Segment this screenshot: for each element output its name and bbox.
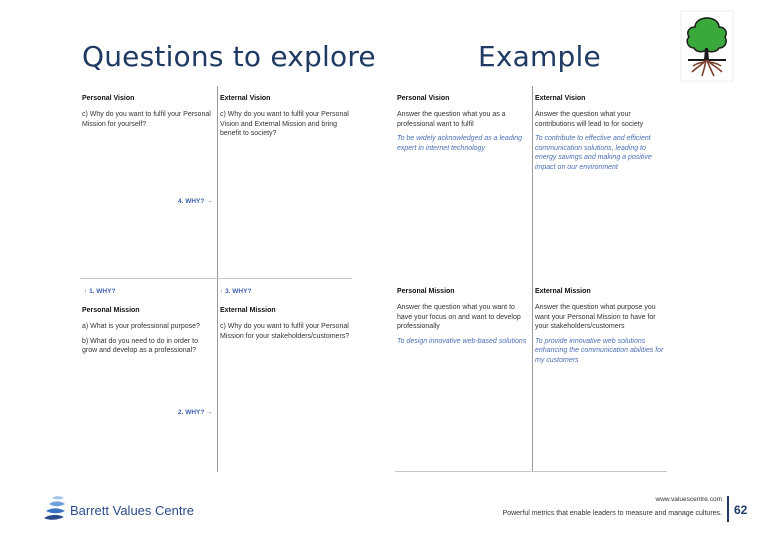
grid-divider <box>395 471 667 472</box>
example-external-mission <box>535 287 665 457</box>
why-3-label: ↑ 3. WHY? <box>220 288 252 295</box>
cell-title: External Mission <box>220 307 276 314</box>
example-grid <box>395 86 667 472</box>
cell-text: c) Why do you want to fulfil your Personal Vision and External Mission and bring benefit to society? <box>220 111 349 138</box>
example-personal-mission <box>397 287 529 457</box>
why-4-label: 4. WHY? → <box>178 198 213 205</box>
cell-text: a) What is your professional purpose? <box>82 323 200 331</box>
grid-divider <box>217 86 218 472</box>
why-1-label: ↑ 1. WHY? <box>84 288 116 295</box>
cell-text: c) Why do you want to fulfil your Personal Mission for your stakeholders/customers? <box>220 323 350 340</box>
cell-title: External Vision <box>535 95 586 102</box>
cell-example: To provide innovative web solutions enhancing the communication abilities for my customers <box>535 337 664 364</box>
cell-external-vision <box>220 94 350 194</box>
cell-personal-vision <box>82 94 214 194</box>
why-2-label: 2. WHY? → <box>178 409 213 416</box>
page-title-example: Example <box>478 40 601 73</box>
footer-url[interactable]: www.valuescentre.com <box>655 496 722 503</box>
example-personal-vision <box>397 94 529 264</box>
cell-title: Personal Vision <box>82 95 135 102</box>
cell-text: Answer the question what you as a professional want to fulfil <box>397 111 506 128</box>
grid-divider <box>80 278 352 279</box>
example-external-vision <box>535 94 665 264</box>
cell-title: External Vision <box>220 95 271 102</box>
cell-text: Answer the question what your contributions will lead to for society <box>535 111 644 128</box>
footer-brand: Barrett Values Centre <box>70 503 195 518</box>
cell-text: Answer the question what you want to have your focus on and want to develop professionally <box>397 304 521 331</box>
cell-text: c) Why do you want to fulfil your Personal Mission for yourself? <box>82 111 211 128</box>
cell-title: Personal Vision <box>397 95 450 102</box>
questions-grid <box>80 86 352 472</box>
why-1-text: 1. WHY? <box>89 288 116 295</box>
cell-example: To design innovative web-based solutions <box>397 337 527 345</box>
why-3-text: 3. WHY? <box>225 288 252 295</box>
grid-divider <box>532 86 533 472</box>
page-title-questions: Questions to explore <box>82 40 376 73</box>
tree-logo-icon <box>680 10 734 82</box>
footer-divider <box>727 496 729 522</box>
cell-title: Personal Mission <box>82 307 140 314</box>
cell-personal-mission <box>82 306 214 406</box>
footer-tagline: Powerful metrics that enable leaders to measure and manage cultures. <box>502 510 722 517</box>
cell-text: Answer the question what purpose you want your Personal Mission to have for your stakeholders/customers <box>535 304 656 331</box>
cell-external-mission <box>220 306 350 406</box>
page-number: 62 <box>734 503 748 517</box>
cell-example: To contribute to effective and efficient communication solutions, leading to energy savings and making a positive impact on our environment <box>535 135 652 171</box>
cell-text: b) What do you need to do in order to grow and develop as a professional? <box>82 337 198 355</box>
cell-title: Personal Mission <box>397 288 455 295</box>
cell-title: External Mission <box>535 288 591 295</box>
cell-example: To be widely acknowledged as a leading expert in internet technology <box>397 135 523 152</box>
